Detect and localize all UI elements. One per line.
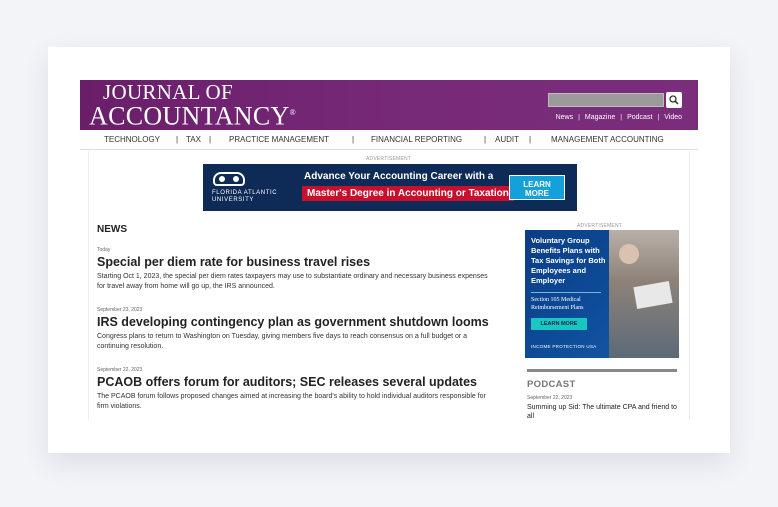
learn-more-button[interactable] [509,175,565,200]
article-item [97,367,497,412]
top-link-video[interactable]: Video [664,114,682,121]
nav-item-practice-management[interactable]: PRACTICE MANAGEMENT [229,135,330,144]
article-date: Today [97,247,111,253]
ad-label: ADVERTISEMENT [366,156,412,162]
nav-item-technology[interactable]: TECHNOLOGY [104,135,161,144]
article-item [97,307,497,352]
nav-item-tax[interactable]: TAX [186,135,201,144]
nav-separator: | [176,135,179,144]
nav-separator: | [352,135,355,144]
article-summary: Starting Oct 1, 2023, the special per diem rates taxpayers may use to substantiate ordinary and necessary business expenses for travel away from home will go up, the IRS announced. [97,273,488,290]
search-icon [666,92,682,108]
nav-separator: | [484,135,487,144]
top-separator: | [657,114,660,121]
article-title-link[interactable]: Special per diem rate for business travel rises [97,255,371,269]
logo-wordmark: ACCOUNTANCY [89,101,290,131]
masthead [80,80,698,130]
side-ad-subline: Section 105 Medical Reimbursement Plans [531,292,601,312]
article-summary: Congress plans to return to Washington on Tuesday, giving members five days to reach consensus on a full budget or a continuing resolution. [97,333,468,350]
university-name-line2: UNIVERSITY [212,197,255,203]
banner-headline: Advance Your Accounting Career with a [304,171,494,182]
top-link-podcast[interactable]: Podcast [627,114,653,121]
side-ad-learn-more-button[interactable]: LEARN MORE [531,318,587,330]
article-date: September 23, 2023 [97,307,143,313]
logo-line2 [89,101,296,129]
nav-item-audit[interactable]: AUDIT [495,135,519,144]
university-name-line1: FLORIDA ATLANTIC [212,190,278,196]
university-name [212,190,277,204]
nav-item-management-accounting[interactable]: MANAGEMENT ACCOUNTING [551,135,664,144]
search-button[interactable] [666,92,682,108]
side-ad-headline: Voluntary Group Benefits Plans with Tax Savings for Both Employees and Employer [531,236,606,285]
article-title-link[interactable]: IRS developing contingency plan as government shutdown looms [97,315,489,329]
ad-photo [609,230,679,358]
podcast-title-link[interactable]: Summing up Sid: The ultimate CPA and friend to all [527,404,677,420]
top-links [556,114,682,121]
side-ad-brand: INCOME PROTECTION USA [531,344,597,349]
main-nav [80,130,698,150]
podcast-heading: PODCAST [527,379,576,390]
podcast-date: September 22, 2023 [527,395,573,401]
article-title-link[interactable]: PCAOB offers forum for auditors; SEC releases several updates [97,375,477,389]
side-ad-label: ADVERTISEMENT [577,223,623,229]
banner-subheadline: Master's Degree in Accounting or Taxation [302,186,514,201]
top-link-magazine[interactable]: Magazine [584,114,616,121]
top-link-news[interactable]: News [555,114,574,121]
logo-line1: JOURNAL OF [103,80,233,104]
logo-registered-mark: ® [289,108,296,117]
nav-item-financial-reporting[interactable]: FINANCIAL REPORTING [371,135,463,144]
podcast-divider [527,369,677,372]
article-summary: The PCAOB forum follows proposed changes aimed at increasing the board's ability to hold individual auditors responsible for firm violations. [97,393,486,410]
site-logo[interactable] [89,80,296,131]
top-separator: | [620,114,623,121]
search-input[interactable] [548,93,664,107]
learn-more-line1: LEARN [523,180,551,189]
fau-ad-banner[interactable] [203,164,577,211]
website-viewport [80,80,698,420]
benefits-ad[interactable] [525,230,679,358]
learn-more-line2: MORE [525,189,549,198]
nav-separator: | [529,135,532,144]
article-date: September 22, 2023 [97,367,143,373]
news-heading: NEWS [97,224,127,235]
owl-logo-icon [213,172,245,186]
main-content [88,151,690,420]
nav-separator: | [209,135,212,144]
article-item [97,247,497,292]
top-separator: | [578,114,580,121]
